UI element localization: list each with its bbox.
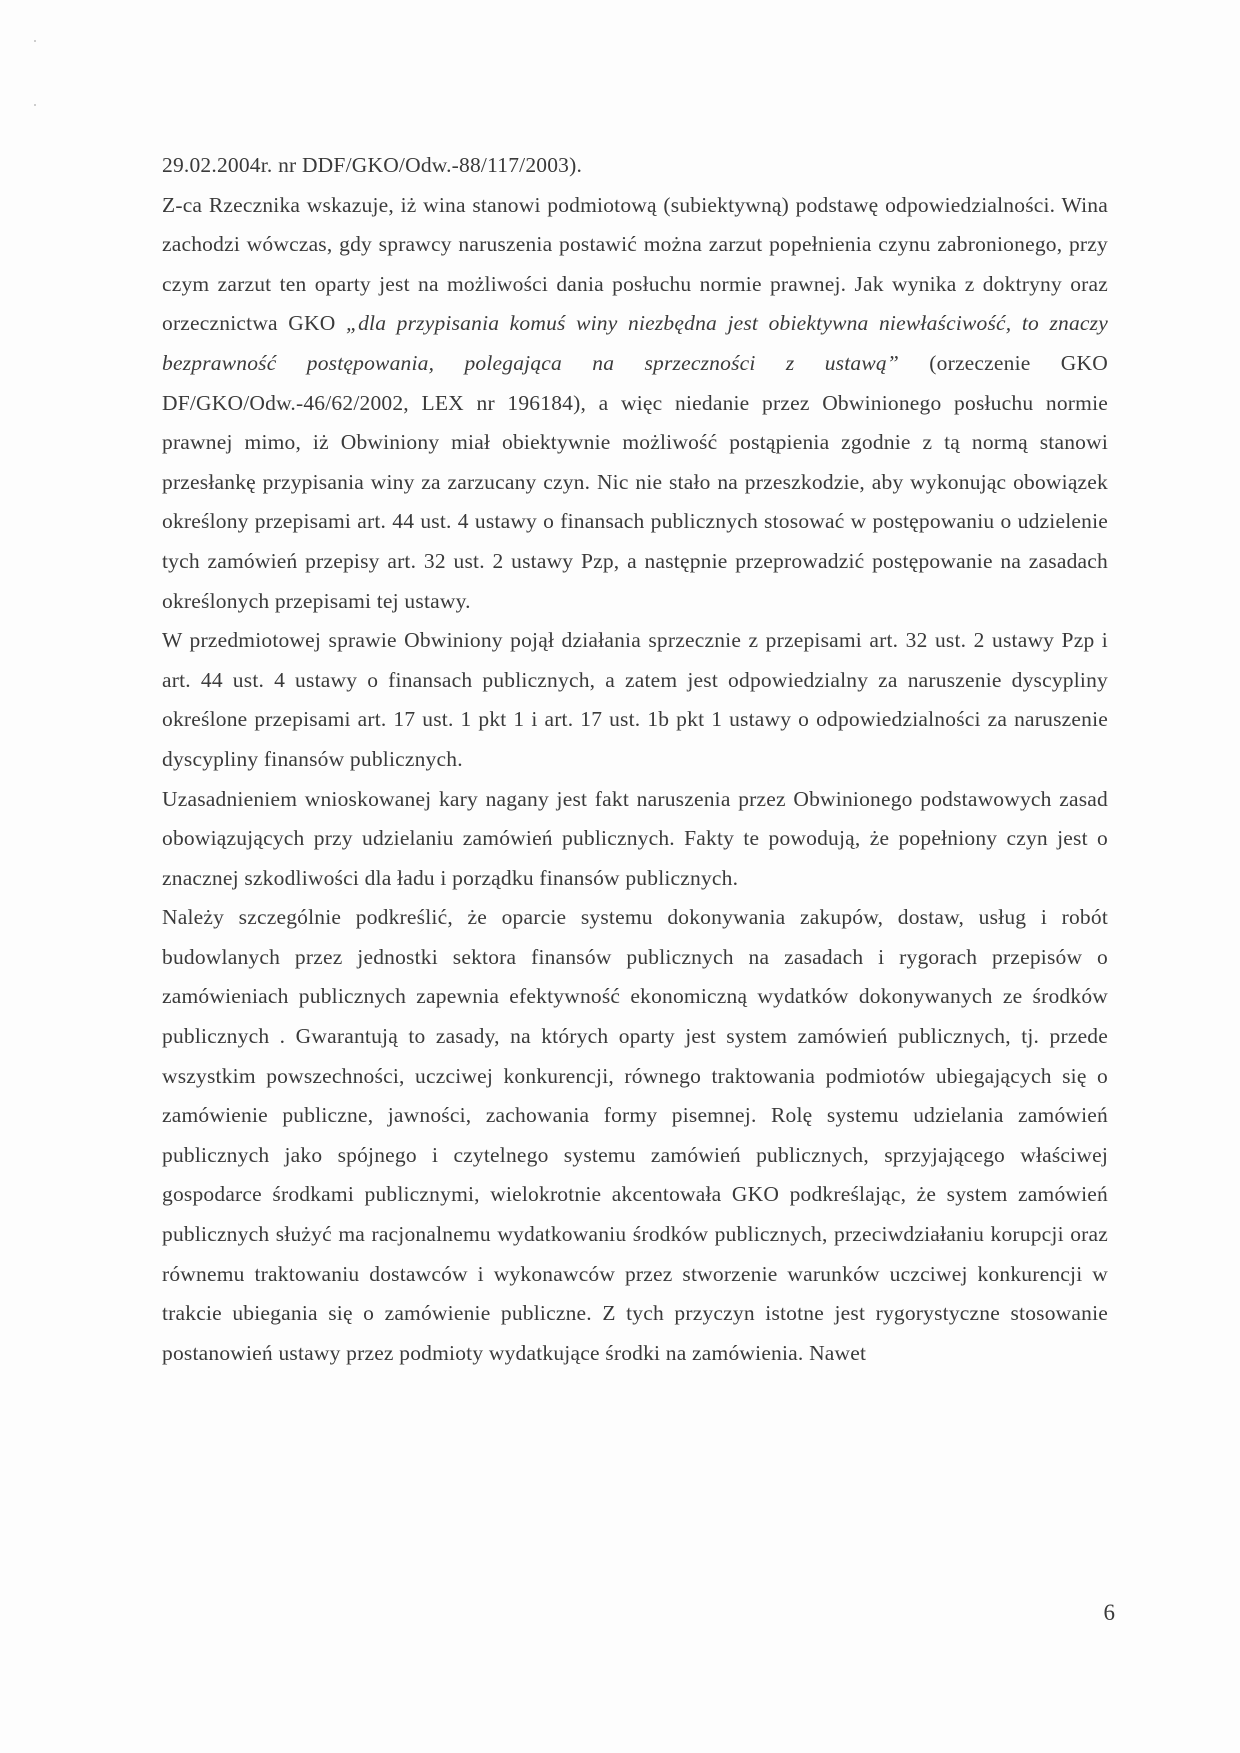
paragraph <box>162 780 1108 899</box>
paragraph <box>162 186 1108 622</box>
paragraph-text: W przedmiotowej sprawie Obwiniony pojął działania sprzecznie z przepisami art. 32 ust. 2 ustawy Pzp i art. 44 ust. 4 ustawy o finansach publicznych, a zatem jest odpowiedzialny za naruszenie dyscypliny określone przepisami art. 17 ust. 1 pkt 1 i art. 17 ust. 1b pkt 1 ustawy o odpowiedzialności za naruszenie dyscypliny finansów publicznych. <box>162 628 1108 771</box>
paragraph <box>162 621 1108 779</box>
page-number: 6 <box>1103 1600 1115 1625</box>
paragraph-text: Należy szczególnie podkreślić, że oparcie systemu dokonywania zakupów, dostaw, usług i robót budowlanych przez jednostki sektora finansów publicznych na zasadach i rygorach przepisów o zamówieniach publicznych zapewnia efektywność ekonomiczną wydatków dokonywanych ze środków publicznych . Gwarantują to zasady, na których oparty jest system zamówień publicznych, tj. przede wszystkim powszechności, uczciwej konkurencji, równego traktowania podmiotów ubiegających się o zamówienie publiczne, jawności, zachowania formy pisemnej. Rolę systemu udzielania zamówień publicznych jako spójnego i czytelnego systemu zamówień publicznych, sprzyjającego właściwej gospodarce środkami publicznymi, wielokrotnie akcentowała GKO podkreślając, że system zamówień publicznych służyć ma racjonalnemu wydatkowaniu środków publicznych, przeciwdziałaniu korupcji oraz równemu traktowaniu dostawców i wykonawców przez stworzenie warunków uczciwej konkurencji w trakcie ubiegania się o zamówienie publiczne. Z tych przyczyn istotne jest rygorystyczne stosowanie postanowień ustawy przez podmioty wydatkujące środki na zamówienia. Nawet <box>162 905 1108 1365</box>
paragraph <box>162 146 1108 186</box>
paragraph-text: Uzasadnieniem wnioskowanej kary nagany jest fakt naruszenia przez Obwinionego podstawowych zasad obowiązujących przy udzielaniu zamówień publicznych. Fakty te powodują, że popełniony czyn jest o znacznej szkodliwości dla ładu i porządku finansów publicznych. <box>162 786 1108 890</box>
scan-speck <box>34 40 36 42</box>
document-body <box>162 146 1108 1373</box>
paragraph-text: Z-ca Rzecznika wskazuje, iż wina stanowi podmiotową (subiektywną) podstawę odpowiedzialności. Wina zachodzi wówczas, gdy sprawcy naruszenia postawić można zarzut popełnienia czynu zabronionego, przy czym zarzut ten oparty jest na możliwości dania posłuchu normie prawnej. Jak wynika z doktryny oraz orzecznictwa GKO <box>162 192 1108 336</box>
paragraph <box>162 898 1108 1373</box>
scan-speck <box>34 104 36 106</box>
paragraph-text: 29.02.2004r. nr DDF/GKO/Odw.-88/117/2003). <box>162 153 583 177</box>
quoted-text: „dla przypisania komuś winy niezbędna jest obiektywna niewłaściwość, to znaczy bezprawność postępowania, polegająca na sprzeczności z ustawą” <box>162 311 1108 375</box>
paragraph-text: (orzeczenie GKO DF/GKO/Odw.-46/62/2002, LEX nr 196184), a więc niedanie przez Obwinionego posłuchu normie prawnej mimo, iż Obwiniony miał obiektywnie możliwość postąpienia zgodnie z tą normą stanowi przesłankę przypisania winy za zarzucany czyn. Nic nie stało na przeszkodzie, aby wykonując obowiązek określony przepisami art. 44 ust. 4 ustawy o finansach publicznych stosować w postępowaniu o udzielenie tych zamówień przepisy art. 32 ust. 2 ustawy Pzp, a następnie przeprowadzić postępowanie na zasadach określonych przepisami tej ustawy. <box>162 350 1108 613</box>
